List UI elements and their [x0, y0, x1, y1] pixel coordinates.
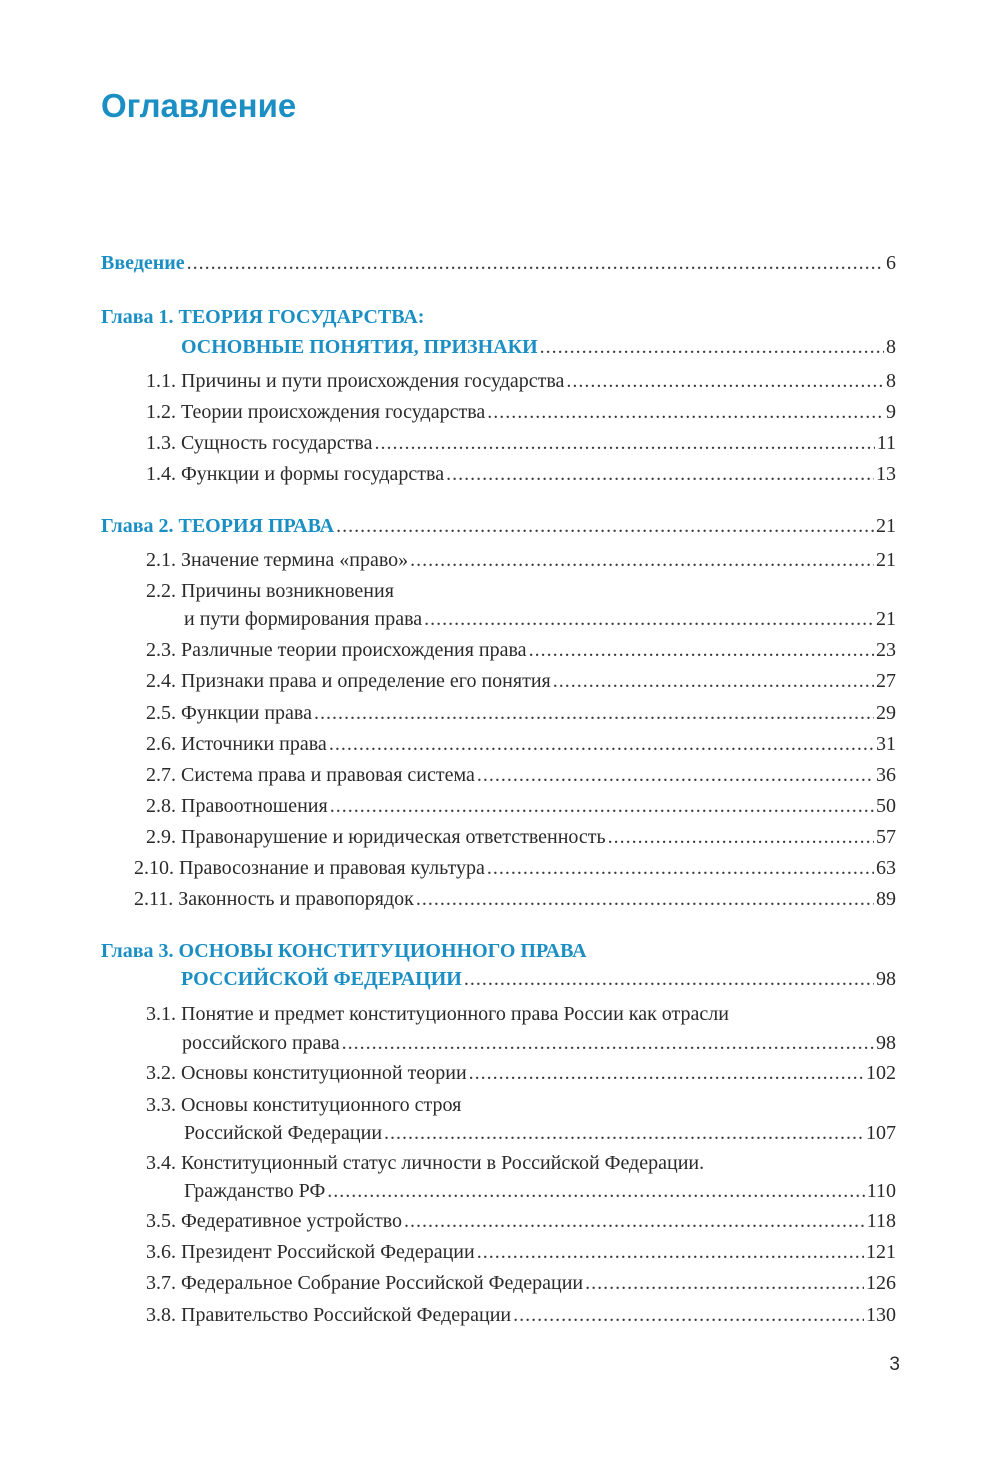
toc-number: 1.3. — [146, 432, 176, 454]
dot-leader — [566, 368, 884, 394]
toc-page: 6 — [886, 252, 896, 274]
toc-entry-3-4[interactable] — [184, 1178, 896, 1204]
toc-entry-2-5[interactable] — [146, 700, 896, 726]
toc-label: Признаки права и определение его понятия — [181, 670, 551, 692]
toc-page: 8 — [886, 370, 896, 392]
toc-page: 9 — [886, 401, 896, 423]
toc-entry-2-9[interactable] — [146, 824, 896, 850]
toc-label: Теории происхождения государства — [181, 401, 486, 423]
toc-page: 11 — [876, 432, 896, 454]
toc-number: 1.2. — [146, 401, 176, 423]
toc-page: 50 — [876, 795, 896, 817]
toc-entry-1-4[interactable] — [146, 461, 896, 487]
toc-page: 29 — [876, 702, 896, 724]
toc-entry-2-10[interactable] — [134, 855, 896, 881]
dot-leader — [469, 1060, 864, 1086]
dot-leader — [327, 1178, 864, 1204]
toc-number: 2.11. — [134, 888, 174, 910]
toc-number: 2.6. — [146, 733, 176, 755]
toc-label: Президент Российской Федерации — [181, 1241, 475, 1263]
dot-leader — [314, 700, 874, 726]
page-number: 3 — [889, 1354, 900, 1375]
toc-entry-1-3[interactable] — [146, 430, 896, 456]
dot-leader — [585, 1270, 864, 1296]
toc-label: ОСНОВНЫЕ ПОНЯТИЯ, ПРИЗНАКИ — [181, 336, 538, 358]
toc-number: 3.6. — [146, 1241, 176, 1263]
toc-number: 2.7. — [146, 764, 176, 786]
dot-leader — [540, 334, 884, 360]
toc-page: 23 — [876, 639, 896, 661]
dot-leader — [329, 731, 874, 757]
toc-entry-3-2[interactable] — [146, 1060, 896, 1086]
toc-page: 21 — [876, 515, 896, 537]
toc-entry-3-3[interactable] — [184, 1120, 896, 1146]
toc-label: Функции права — [181, 702, 312, 724]
toc-number: 3.7. — [146, 1272, 176, 1294]
toc-entry-2-11[interactable] — [134, 886, 896, 912]
page-title: Оглавление — [101, 87, 297, 124]
dot-leader — [608, 824, 874, 850]
toc-page: 89 — [876, 888, 896, 910]
dot-leader — [553, 668, 874, 694]
dot-leader — [336, 513, 874, 539]
toc-page: 98 — [876, 1032, 896, 1054]
dot-leader — [529, 637, 874, 663]
toc-number: 2.4. — [146, 670, 176, 692]
toc-page: 13 — [876, 463, 896, 485]
toc-chapter-3-line1[interactable]: Глава 3. ОСНОВЫ КОНСТИТУЦИОННОГО ПРАВА — [101, 940, 587, 962]
toc-page: 110 — [866, 1180, 896, 1202]
toc-page: 102 — [866, 1062, 896, 1084]
toc-entry-chapter-3[interactable] — [181, 966, 896, 992]
toc-page: 31 — [876, 733, 896, 755]
toc-label: Правительство Российской Федерации — [181, 1304, 512, 1326]
toc-label: Источники права — [181, 733, 327, 755]
toc-entry-3-5[interactable] — [146, 1208, 896, 1234]
dot-leader — [477, 1239, 864, 1265]
toc-number: 2.3. — [146, 639, 176, 661]
toc-page: 126 — [866, 1272, 896, 1294]
toc-number: 3.1. — [146, 1003, 176, 1025]
dot-leader — [416, 886, 874, 912]
toc-entry-3-8[interactable] — [146, 1302, 896, 1328]
toc-number: 3.2. — [146, 1062, 176, 1084]
toc-page: 21 — [876, 608, 896, 630]
dot-leader — [487, 855, 874, 881]
toc-entry-2-1[interactable] — [146, 547, 896, 573]
dot-leader — [464, 966, 874, 992]
toc-number: 2.10. — [134, 857, 174, 879]
dot-leader — [374, 430, 874, 456]
toc-number: 3.3. — [146, 1094, 176, 1116]
toc-entry-1-1[interactable] — [146, 368, 896, 394]
toc-page: 63 — [876, 857, 896, 879]
toc-label: Основы конституционной теории — [181, 1062, 467, 1084]
toc-number: 2.2. — [146, 580, 176, 602]
toc-label: Причины возникновения — [181, 580, 394, 602]
toc-page: 118 — [866, 1210, 896, 1232]
toc-number: 3.4. — [146, 1152, 176, 1174]
dot-leader — [424, 606, 874, 632]
toc-entry-2-6[interactable] — [146, 731, 896, 757]
toc-entry-3-3-line1[interactable] — [146, 1092, 461, 1118]
toc-page: 36 — [876, 764, 896, 786]
toc-entry-2-2[interactable] — [184, 606, 896, 632]
toc-label: Значение термина «право» — [181, 549, 409, 571]
toc-label: Гражданство РФ — [184, 1180, 326, 1202]
toc-number: 2.8. — [146, 795, 176, 817]
toc-label: Сущность государства — [181, 432, 373, 454]
toc-number: 3.8. — [146, 1304, 176, 1326]
toc-label: Законность и правопорядок — [178, 888, 414, 910]
toc-page: 98 — [876, 968, 896, 990]
toc-entry-1-2[interactable] — [146, 399, 896, 425]
dot-leader — [330, 793, 874, 819]
toc-entry-chapter-2[interactable] — [101, 513, 896, 539]
dot-leader — [446, 461, 874, 487]
toc-number: 2.5. — [146, 702, 176, 724]
toc-number: 2.9. — [146, 826, 176, 848]
toc-label: Причины и пути происхождения государства — [181, 370, 565, 392]
toc-page: 130 — [866, 1304, 896, 1326]
toc-page: 8 — [886, 336, 896, 358]
toc-label: Конституционный статус личности в Российской Федерации. — [181, 1152, 705, 1174]
toc-entry-3-6[interactable] — [146, 1239, 896, 1265]
dot-leader — [342, 1030, 874, 1056]
dot-leader — [513, 1302, 864, 1328]
toc-entry-chapter-1[interactable] — [181, 334, 896, 360]
toc-page: 21 — [876, 549, 896, 571]
toc-entry-3-1-line1[interactable] — [146, 1001, 729, 1027]
toc-entry-2-7[interactable] — [146, 762, 896, 788]
toc-chapter-1-line1[interactable]: Глава 1. ТЕОРИЯ ГОСУДАРСТВА: — [101, 306, 425, 328]
toc-entry-intro[interactable] — [101, 250, 896, 276]
toc-number: 1.4. — [146, 463, 176, 485]
toc-number: 3.5. — [146, 1210, 176, 1232]
toc-label: Функции и формы государства — [181, 463, 445, 485]
toc-label: Российской Федерации — [184, 1122, 383, 1144]
toc-label: РОССИЙСКОЙ ФЕДЕРАЦИИ — [181, 968, 462, 990]
toc-label: и пути формирования права — [184, 608, 423, 630]
toc-number: 1.1. — [146, 370, 176, 392]
dot-leader — [410, 547, 874, 573]
toc-page: 107 — [866, 1122, 896, 1144]
toc-page: 27 — [876, 670, 896, 692]
dot-leader — [384, 1120, 864, 1146]
dot-leader — [487, 399, 884, 425]
toc-label: Федеральное Собрание Российской Федерации — [181, 1272, 584, 1294]
toc-entry-3-4-line1[interactable] — [146, 1150, 704, 1176]
toc-entry-2-4[interactable] — [146, 668, 896, 694]
dot-leader — [404, 1208, 865, 1234]
toc-label: Введение — [101, 252, 185, 274]
toc-label: Правосознание и правовая культура — [179, 857, 485, 879]
toc-label: Правоотношения — [181, 795, 328, 817]
toc-entry-2-2-line1[interactable] — [146, 578, 394, 604]
toc-label: российского права — [182, 1032, 340, 1054]
toc-label: Понятие и предмет конституционного права России как отрасли — [181, 1003, 729, 1025]
toc-label: Различные теории происхождения права — [181, 639, 527, 661]
toc-label: Правонарушение и юридическая ответственность — [181, 826, 606, 848]
toc-label: Основы конституционного строя — [181, 1094, 462, 1116]
toc-label: Глава 2. ТЕОРИЯ ПРАВА — [101, 515, 335, 537]
toc-entry-3-7[interactable] — [146, 1270, 896, 1296]
toc-entry-2-3[interactable] — [146, 637, 896, 663]
toc-page: 57 — [876, 826, 896, 848]
toc-entry-3-1[interactable] — [182, 1030, 896, 1056]
toc-number: 2.1. — [146, 549, 176, 571]
dot-leader — [187, 250, 884, 276]
toc-label: Система права и правовая система — [181, 764, 475, 786]
toc-page: 121 — [866, 1241, 896, 1263]
dot-leader — [477, 762, 874, 788]
toc-label: Федеративное устройство — [181, 1210, 403, 1232]
toc-entry-2-8[interactable] — [146, 793, 896, 819]
